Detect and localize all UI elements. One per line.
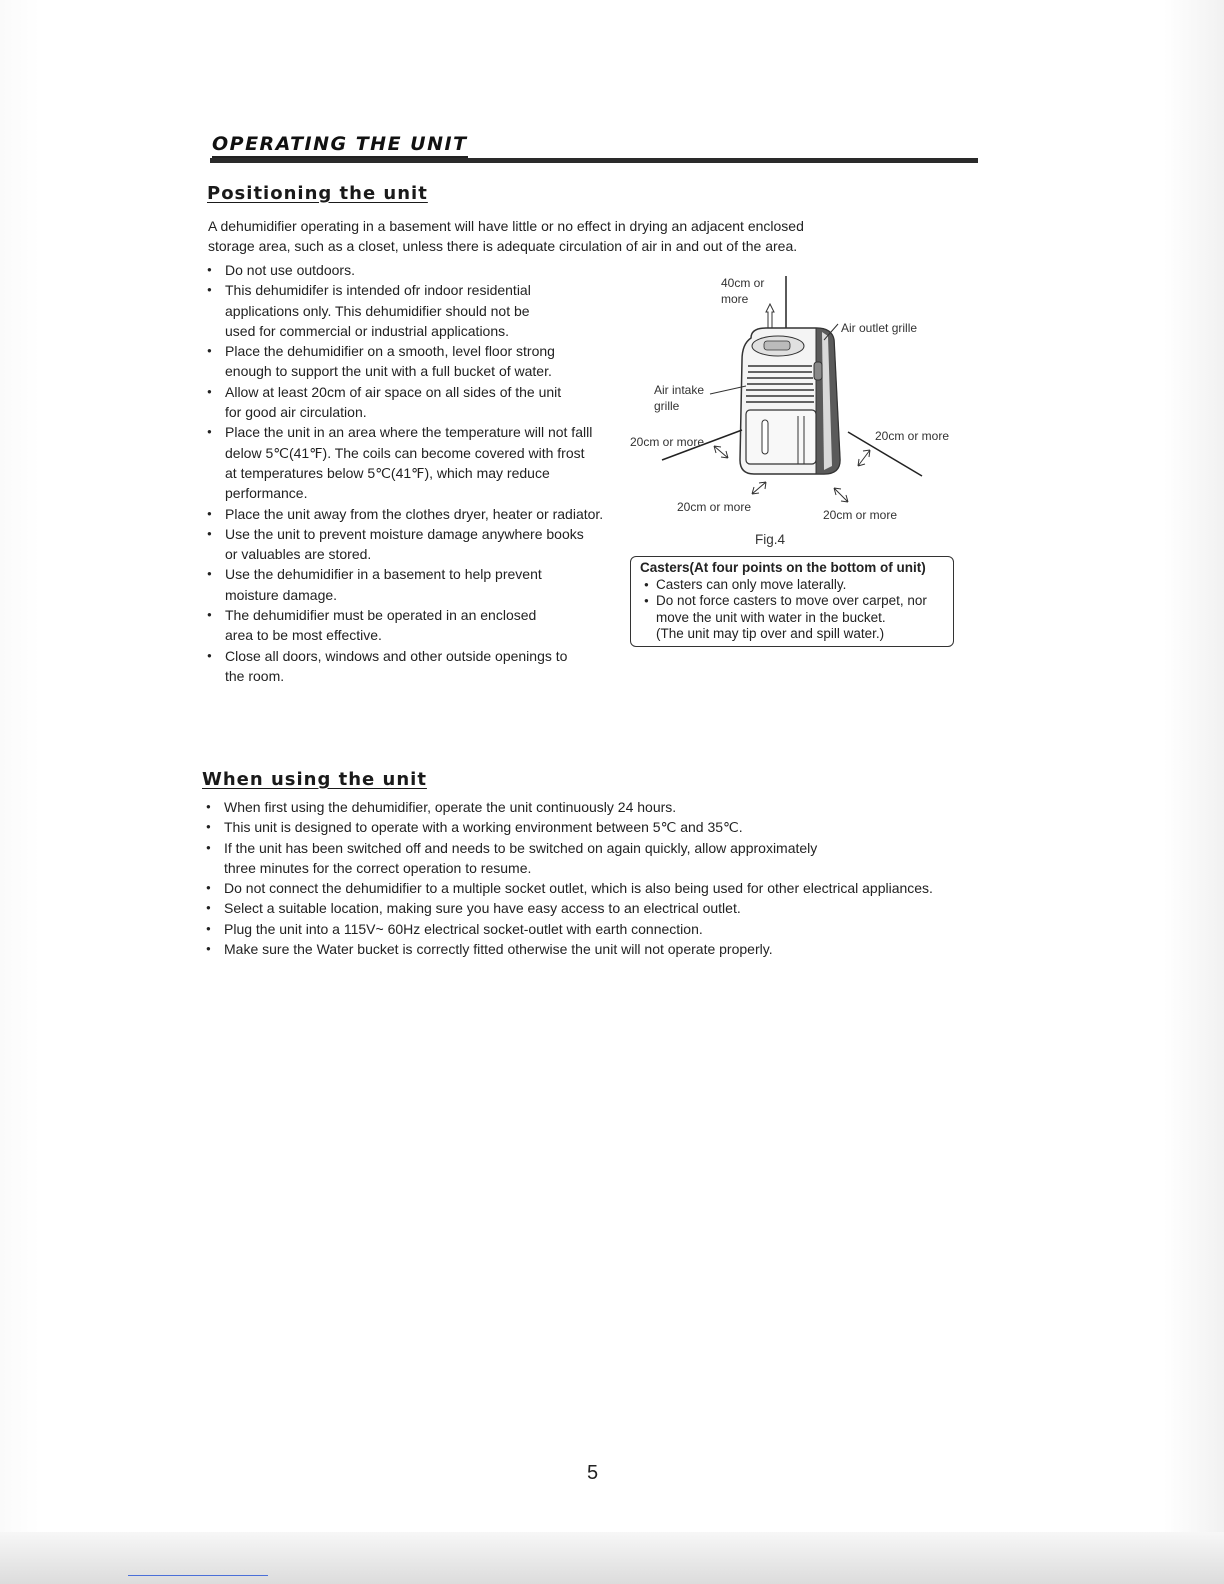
positioning-heading: Positioning the unit <box>207 183 428 204</box>
label-intake-line1: Air intake <box>654 383 705 397</box>
list-item: ● Place the unit in an area where the temperature will not falll delow 5℃(41℉). The coils can become covered with frost at temperatures below 5℃(41℉), which may reduce performance. <box>207 422 597 503</box>
page-edge-right <box>1164 0 1224 1584</box>
scan-artifact-line <box>128 1575 268 1576</box>
list-item: ● Close all doors, windows and other outside openings to the room. <box>207 646 570 687</box>
list-item: ● Do not connect the dehumidifier to a multiple socket outlet, which is also being used for other electrical appliances. <box>206 878 966 898</box>
list-item: ● If the unit has been switched off and needs to be switched on again quickly, allow approximately three minutes for the correct operation to resume. <box>206 838 844 879</box>
label-bottom-left-clearance: 20cm or more <box>677 500 752 514</box>
list-item: ● This unit is designed to operate with a working environment between 5℃ and 35℃. <box>206 817 966 837</box>
label-top-line1: 40cm or <box>721 276 765 290</box>
figure-caption: Fig.4 <box>755 532 786 547</box>
list-item: ● This dehumidifer is intended ofr indoor residential applications only. This dehumidifier should not be used for commercial or industrial applications. <box>207 280 555 341</box>
casters-list <box>640 577 953 627</box>
dehumidifier-clearance-figure <box>626 270 966 558</box>
casters-note-box <box>630 556 954 647</box>
label-top-line2: more <box>721 292 749 306</box>
list-item: ● Use the unit to prevent moisture damage anywhere books or valuables are stored. <box>207 524 600 565</box>
list-item: ● Do not use outdoors. <box>207 260 615 280</box>
list-item: ● The dehumidifier must be operated in an enclosed area to be most effective. <box>207 605 545 646</box>
label-air-intake <box>654 382 704 414</box>
section-header <box>212 133 976 158</box>
positioning-bullet-list <box>207 260 615 686</box>
using-bullet-list <box>206 797 966 959</box>
list-item: ● Use the dehumidifier in a basement to help prevent moisture damage. <box>207 564 555 605</box>
list-item: ● Place the dehumidifier on a smooth, level floor strong enough to support the unit with a full bucket of water. <box>207 341 565 382</box>
positioning-intro: A dehumidifier operating in a basement will have little or no effect in drying an adjacent enclosed storage area, such as a closet, unless there is adequate circulation of air in and out of the area. <box>208 218 804 254</box>
label-intake-line2: grille <box>654 399 680 413</box>
page-edge-bottom <box>0 1532 1224 1584</box>
header-rule <box>210 158 978 163</box>
list-item: ● Place the unit away from the clothes dryer, heater or radiator. <box>207 504 615 524</box>
list-item: ● Do not force casters to move over carpet, nor move the unit with water in the bucket. <box>640 593 936 626</box>
list-item: ● When first using the dehumidifier, operate the unit continuously 24 hours. <box>206 797 966 817</box>
casters-warning: (The unit may tip over and spill water.) <box>656 626 885 641</box>
list-item: ● Select a suitable location, making sure you have easy access to an electrical outlet. <box>206 898 966 918</box>
casters-title: Casters(At four points on the bottom of unit) <box>640 560 926 575</box>
label-left-clearance: 20cm or more <box>630 435 705 449</box>
list-item: ● Make sure the Water bucket is correctly fitted otherwise the unit will not operate properly. <box>206 939 966 959</box>
label-top-clearance <box>721 275 764 307</box>
list-item: ● Plug the unit into a 115V~ 60Hz electrical socket-outlet with earth connection. <box>206 919 966 939</box>
label-right-clearance: 20cm or more <box>875 429 950 443</box>
page-number: 5 <box>587 1462 599 1484</box>
using-heading: When using the unit <box>202 769 427 790</box>
section-title: OPERATING THE UNIT <box>212 133 468 158</box>
label-bottom-right-clearance: 20cm or more <box>823 508 898 522</box>
list-item: ● Allow at least 20cm of air space on all sides of the unit for good air circulation. <box>207 382 570 423</box>
page-edge-left <box>0 0 40 1584</box>
label-air-outlet: Air outlet grille <box>841 321 918 335</box>
list-item: ● Casters can only move laterally. <box>640 577 953 594</box>
